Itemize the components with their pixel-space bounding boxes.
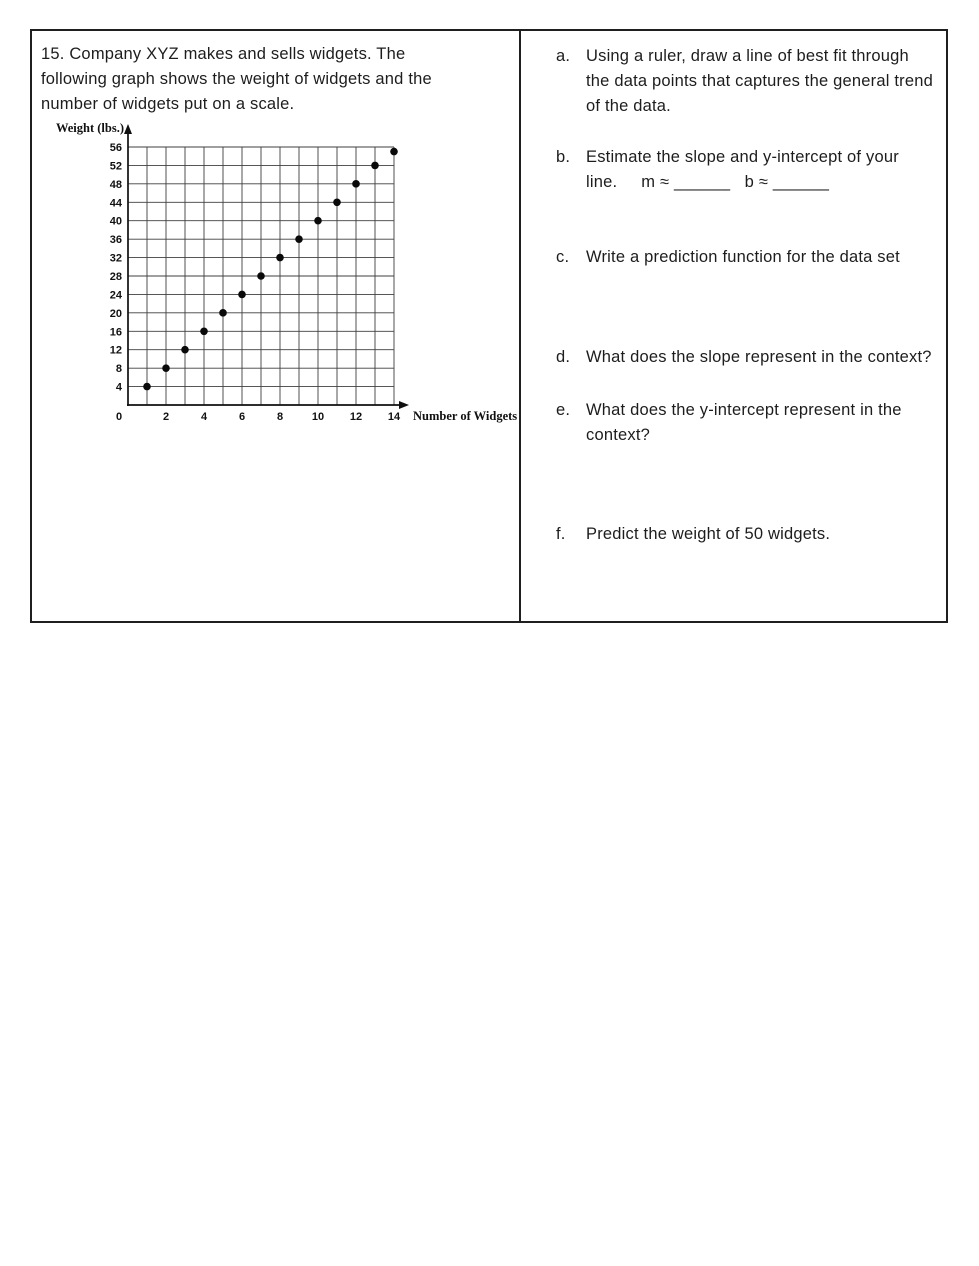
svg-text:20: 20 — [109, 307, 122, 320]
svg-text:48: 48 — [109, 178, 122, 191]
question-text-wrap — [586, 145, 936, 195]
question-text: Write a prediction function for the data set — [586, 248, 900, 266]
svg-text:0: 0 — [115, 411, 123, 423]
problem-cell — [32, 31, 521, 621]
svg-text:56: 56 — [109, 142, 122, 154]
question-text: Using a ruler, draw a line of best fit through the data points that captures the general trend of the data. — [586, 47, 933, 115]
svg-text:2: 2 — [162, 411, 170, 423]
question-item-a — [556, 44, 938, 119]
svg-text:12: 12 — [349, 411, 363, 423]
question-label: c. — [556, 248, 570, 266]
question-label: e. — [556, 401, 571, 419]
questions-cell — [521, 31, 946, 621]
question-label: b. — [556, 148, 571, 166]
svg-text:6: 6 — [238, 411, 246, 423]
svg-text:4: 4 — [115, 381, 122, 394]
svg-text:24: 24 — [109, 289, 122, 302]
svg-text:44: 44 — [109, 197, 122, 210]
svg-text:52: 52 — [109, 160, 122, 173]
problem-statement: 15. Company XYZ makes and sells widgets. The following graph shows the weight of widgets and the number of widgets put on a scale. — [41, 45, 432, 113]
question-text: Estimate the slope and y-intercept of your line. — [586, 148, 899, 191]
scatter-chart — [41, 119, 518, 441]
question-item-d — [556, 345, 938, 370]
svg-text:16: 16 — [109, 326, 122, 339]
svg-text:8: 8 — [115, 363, 122, 376]
question-label: d. — [556, 348, 571, 366]
question-item-e — [556, 398, 938, 448]
scatter-plot — [41, 119, 518, 441]
question-item-b — [556, 145, 938, 195]
question-label: a. — [556, 47, 571, 65]
svg-text:8: 8 — [276, 411, 284, 423]
svg-text:36: 36 — [109, 234, 122, 247]
question-text: What does the y-intercept represent in the context? — [586, 401, 902, 444]
svg-text:4: 4 — [200, 411, 208, 423]
svg-text:14: 14 — [387, 411, 401, 423]
svg-text:40: 40 — [109, 215, 122, 228]
answer-blanks: m ≈ ______ b ≈ ______ — [641, 173, 830, 191]
question-item-f — [556, 522, 938, 547]
question-text: What does the slope represent in the context? — [586, 348, 932, 366]
question-text: Predict the weight of 50 widgets. — [586, 525, 831, 543]
svg-text:28: 28 — [109, 271, 122, 283]
svg-text:Weight (lbs.): Weight (lbs.) — [55, 121, 124, 135]
worksheet-table — [30, 29, 948, 623]
svg-text:12: 12 — [109, 344, 122, 357]
svg-text:10: 10 — [311, 411, 325, 423]
question-label: f. — [556, 525, 566, 543]
svg-text:Number of Widgets: Number of Widgets — [413, 409, 518, 423]
question-item-c — [556, 245, 938, 270]
svg-text:32: 32 — [109, 252, 122, 265]
